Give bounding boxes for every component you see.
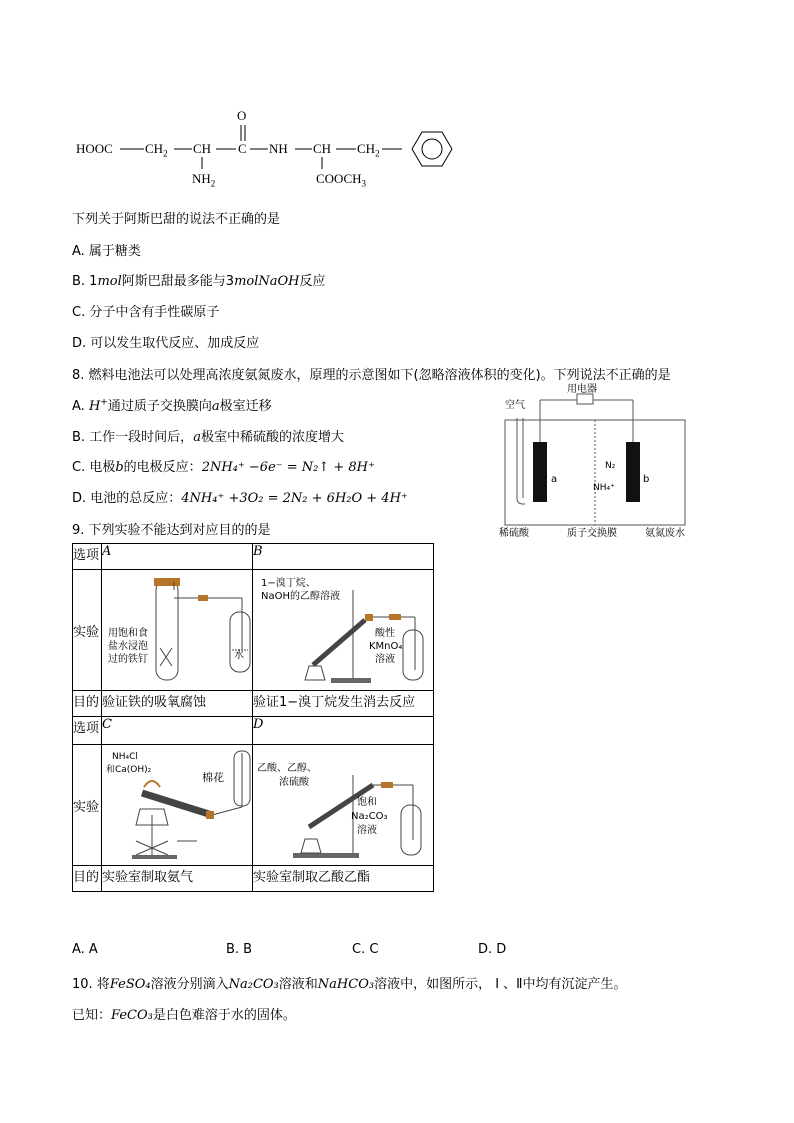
row-label-experiment: 实验 xyxy=(73,570,102,691)
imgA-water: 水 xyxy=(234,650,244,661)
q9-answer-c: C. C xyxy=(352,942,379,957)
device-label: 用电器 xyxy=(567,384,597,395)
imgB-r3: 溶液 xyxy=(375,654,395,665)
imgD-r2: Na₂CO₃ xyxy=(351,811,388,822)
q7-stem: 下列关于阿斯巴甜的说法不正确的是 xyxy=(72,212,281,227)
electrode-a xyxy=(533,442,547,502)
ch2-text-b: CH xyxy=(313,141,332,156)
experiment-table xyxy=(72,543,434,892)
n2-label: N₂ xyxy=(605,461,616,471)
q9-answer-b: B. B xyxy=(226,942,253,957)
option-A: A xyxy=(102,544,253,570)
imgC-l2: 和Ca(OH)₂ xyxy=(106,765,152,775)
experiment-B-image xyxy=(253,570,434,691)
waste-label: 氨氮废水 xyxy=(645,528,685,539)
q10-stem: 10. 将FeSO₄溶液分别滴入Na₂CO₃溶液和NaHCO₃溶液中，如图所示， Ⅰ 、Ⅱ中均有沉淀产生。 xyxy=(72,977,627,992)
q8-option-d: D. 电池的总反应：4NH₄⁺ +3O₂ = 2N₂ + 6H₂O + 4H⁺ xyxy=(72,491,408,506)
label-b: b xyxy=(643,474,650,485)
hooc-text: HOOC xyxy=(76,141,113,156)
nh-text: NH xyxy=(269,141,288,156)
q8-option-a: A. H+通过质子交换膜向a极室迁移 xyxy=(72,397,272,414)
imgB-r2: KMnO₄ xyxy=(369,641,403,652)
imgC-cotton: 棉花 xyxy=(202,771,224,784)
imgA-l3: 过的铁钉 xyxy=(108,654,148,665)
imgD-l2: 浓硫酸 xyxy=(279,777,309,788)
q8-stem: 8. 燃料电池法可以处理高浓度氨氮废水，原理的示意图如下(忽略溶液体积的变化)。下列说法不正确的是 xyxy=(72,368,671,383)
membrane-label: 质子交换膜 xyxy=(567,528,617,539)
electrode-b xyxy=(626,442,640,502)
q7-option-a: A. 属于糖类 xyxy=(72,244,141,259)
row-label-purpose: 目的 xyxy=(73,691,102,717)
q8-option-c: C. 电极b的电极反应：2NH₄⁺ −6e⁻ = N₂↑ + 8H⁺ xyxy=(72,460,375,475)
purpose-D: 实验室制取乙酸乙酯 xyxy=(253,866,434,892)
imgB-l2: NaOH的乙醇溶液 xyxy=(261,591,340,602)
label-a: a xyxy=(551,474,558,485)
imgB-r1: 酸性 xyxy=(375,628,395,639)
row-label-option: 选项 xyxy=(73,544,102,570)
experiment-A-image xyxy=(102,570,253,691)
purpose-A: 验证铁的吸氧腐蚀 xyxy=(102,691,253,717)
q9-stem: 9. 下列实验不能达到对应目的的是 xyxy=(72,523,271,538)
imgA-l1: 用饱和食 xyxy=(108,628,148,639)
imgC-l1: NH₄Cl xyxy=(112,752,138,762)
experiment-C-image xyxy=(102,745,253,866)
purpose-B: 验证1−溴丁烷发生消去反应 xyxy=(253,691,434,717)
option-B: B xyxy=(253,544,434,570)
q7-option-c: C. 分子中含有手性碳原子 xyxy=(72,305,220,320)
q9-answer-a: A. A xyxy=(72,942,98,957)
option-D: D xyxy=(253,717,434,745)
row-label-purpose-2: 目的 xyxy=(73,866,102,892)
ch-text: CH xyxy=(193,141,212,156)
row-label-experiment-2: 实验 xyxy=(73,745,102,866)
nh4-label: NH₄⁺ xyxy=(593,483,615,493)
ch2-text: $CH_2$ xyxy=(145,141,168,159)
q8-option-b: B. 工作一段时间后，a极室中稀硫酸的浓度增大 xyxy=(72,430,344,445)
option-C: C xyxy=(102,717,253,745)
ch2b-text: $CH_2$ xyxy=(357,141,380,159)
aspartame-structure xyxy=(76,105,456,190)
imgB-l1: 1−溴丁烷、 xyxy=(261,578,316,589)
experiment-D-image xyxy=(253,745,434,866)
q7-option-d: D. 可以发生取代反应、加成反应 xyxy=(72,336,260,351)
imgD-r3: 溶液 xyxy=(357,825,377,836)
device-resistor xyxy=(577,394,593,404)
q7-option-b: B. 1mol阿斯巴甜最多能与3molNaOH反应 xyxy=(72,274,326,289)
q9-answer-d: D. D xyxy=(478,942,507,957)
nh2-text: $NH_2$ xyxy=(192,171,216,189)
acid-label: 稀硫酸 xyxy=(499,528,529,539)
q10-known: 已知：FeCO₃是白色难溶于水的固体。 xyxy=(72,1008,296,1023)
imgD-l1: 乙酸、乙醇、 xyxy=(257,763,317,774)
structure-bonds xyxy=(76,105,456,190)
purpose-C: 实验室制取氨气 xyxy=(102,866,253,892)
carbonyl-c-text: C xyxy=(238,141,247,156)
imgD-r1: 饱和 xyxy=(357,797,377,808)
cooch3-text: $COOCH_3$ xyxy=(316,171,367,189)
fuel-cell-diagram xyxy=(495,380,705,545)
row-label-option-2: 选项 xyxy=(73,717,102,745)
carbonyl-o-text: O xyxy=(237,108,247,123)
imgA-l2: 盐水浸泡 xyxy=(108,641,148,652)
air-label: 空气 xyxy=(505,400,525,411)
